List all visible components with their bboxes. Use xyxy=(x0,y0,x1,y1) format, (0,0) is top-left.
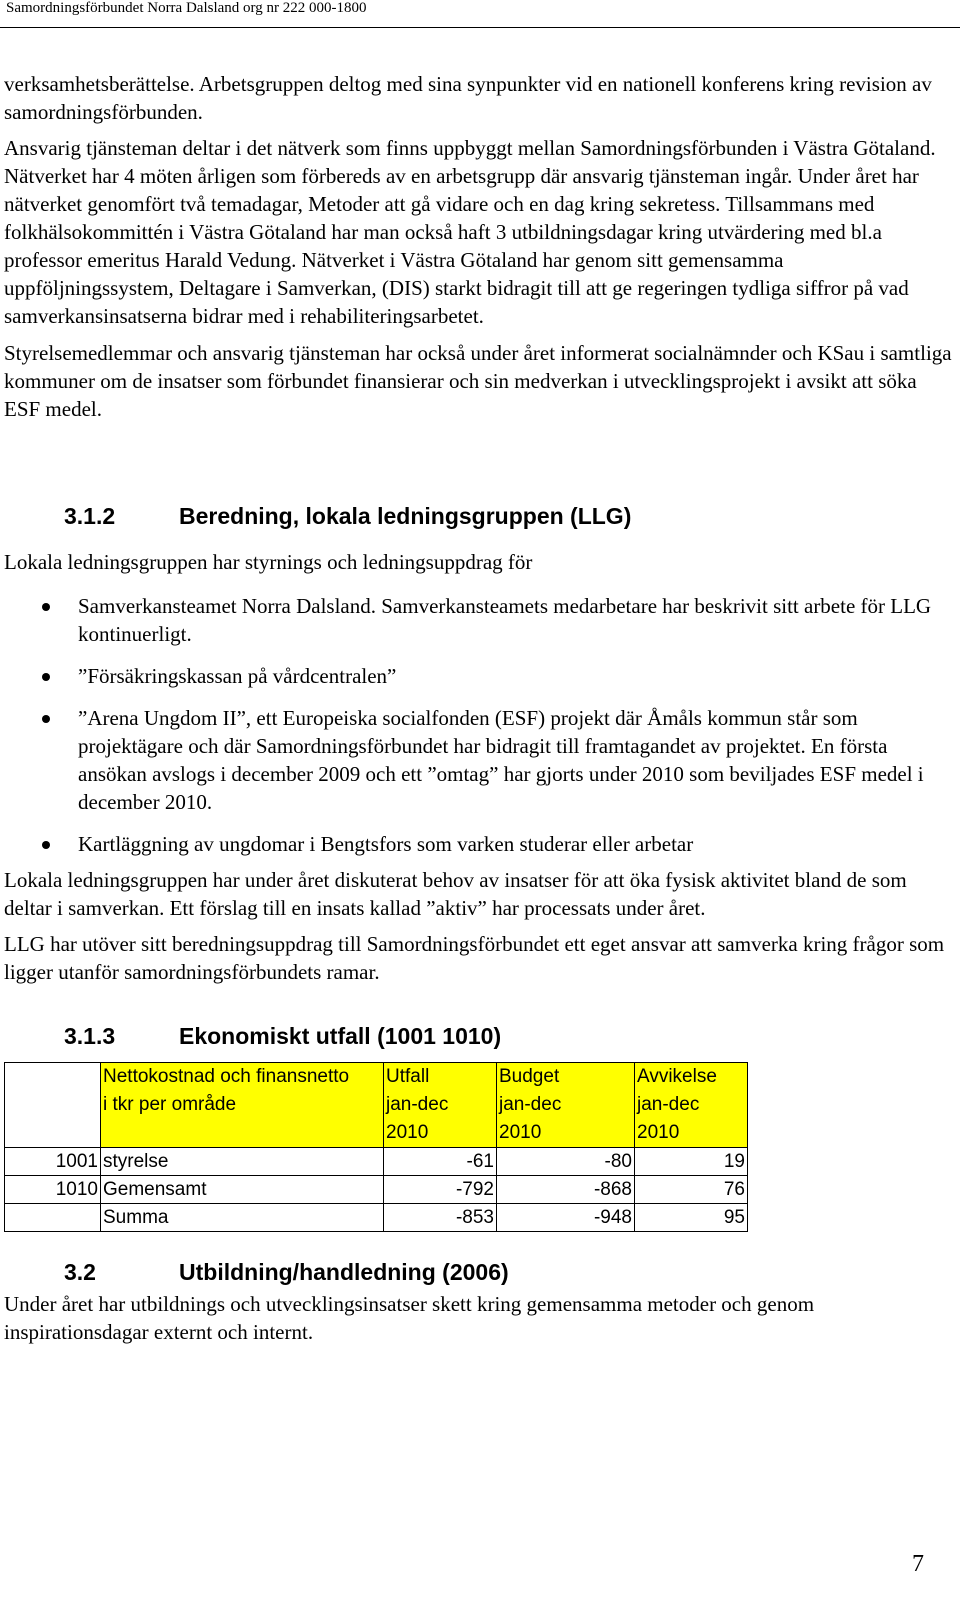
header-line: i tkr per område xyxy=(103,1094,237,1115)
bullet-icon xyxy=(42,841,50,849)
table-header-cell xyxy=(101,1063,384,1148)
list-item xyxy=(4,592,954,648)
row-code: 1001 xyxy=(5,1148,101,1176)
section-number: 3.2 xyxy=(64,1259,96,1285)
row-utfall: -792 xyxy=(384,1176,497,1204)
list-item-text: ”Arena Ungdom II”, ett Europeiska socialfonden (ESF) projekt där Åmåls kommun står som projektägare och där Samordningsförbundet har bidragit till framtagandet av projektet. En första ansökan avslogs i december 2009 och ett ”omtag” har gjorts under 2010 som beviljades ESF medel i december 2010. xyxy=(78,706,924,814)
list-item-text: Kartläggning av ungdomar i Bengtsfors som varken studerar eller arbetar xyxy=(78,832,694,856)
row-budget: -80 xyxy=(497,1148,635,1176)
row-budget: -868 xyxy=(497,1176,635,1204)
header-line xyxy=(103,1119,381,1147)
economic-outcome-table xyxy=(4,1062,748,1232)
paragraph: LLG har utöver sitt beredningsuppdrag till Samordningsförbundet ett eget ansvar att samverka kring frågor som ligger utanför samordningsförbundets ramar. xyxy=(4,932,945,984)
paragraph: Ansvarig tjänsteman deltar i det nätverk som finns uppbyggt mellan Samordningsförbunden i Västra Götaland. Nätverket har 4 möten årligen som förbereds av en arbetsgrupp där ansvarig tjänsteman ingår. Under året har nätverket genomfört två temadagar, Metoder att gå vidare och en dag kring sekretess. Tillsammans med folkhälsokommittén i Västra Götaland har man också haft 3 utbildningsdagar kring utvärdering med bl.a professor emeritus Harald Vedung. Nätverket i Västra Götaland har genom sitt gemensamma uppföljningssystem, Deltagare i Samverkan, (DIS) starkt bidragit till att ge regeringen tydliga siffror på vad samverkansinsatserna bidrar med i rehabiliteringsarbetet. xyxy=(4,136,936,328)
page-number: 7 xyxy=(912,1551,924,1577)
row-code: 1010 xyxy=(5,1176,101,1204)
header-line: 2010 xyxy=(499,1122,542,1143)
bullet-icon xyxy=(42,673,50,681)
paragraph: verksamhetsberättelse. Arbetsgruppen deltog med sina synpunkter vid en nationell konferens kring revision av samordningsförbunden. xyxy=(4,72,932,124)
table-row xyxy=(5,1148,748,1176)
bullet-list xyxy=(4,592,954,858)
header-line: Utfall xyxy=(386,1066,430,1087)
paragraph: Under året har utbildnings och utvecklingsinsatser skett kring gemensamma metoder och genom inspirationsdagar externt och internt. xyxy=(4,1292,815,1344)
row-name: styrelse xyxy=(101,1148,384,1176)
header-line: Nettokostnad och finansnetto xyxy=(103,1066,350,1087)
header-line: 2010 xyxy=(637,1122,680,1143)
table-header-cell xyxy=(497,1063,635,1148)
section-number: 3.1.2 xyxy=(64,503,116,529)
header-divider xyxy=(0,27,960,28)
row-avvikelse: 19 xyxy=(635,1148,748,1176)
table-header-cell xyxy=(5,1063,101,1148)
row-avvikelse: 95 xyxy=(635,1204,748,1232)
list-item xyxy=(4,662,954,690)
row-utfall: -853 xyxy=(384,1204,497,1232)
table-header-row xyxy=(5,1063,748,1148)
page-header: Samordningsförbundet Norra Dalsland org nr 222 000-1800 xyxy=(6,0,367,16)
header-line: 2010 xyxy=(386,1122,429,1143)
list-item xyxy=(4,830,954,858)
row-code xyxy=(5,1204,101,1232)
header-line: jan-dec xyxy=(637,1094,700,1115)
paragraph: Lokala ledningsgruppen har styrnings och ledningsuppdrag för xyxy=(4,550,533,574)
header-line: Budget xyxy=(499,1066,560,1087)
header-line: jan-dec xyxy=(499,1094,562,1115)
table-row xyxy=(5,1204,748,1232)
bullet-icon xyxy=(42,715,50,723)
table-header-cell xyxy=(635,1063,748,1148)
row-name: Gemensamt xyxy=(101,1176,384,1204)
section-heading-3-1-3 xyxy=(4,1022,954,1050)
header-line: jan-dec xyxy=(386,1094,449,1115)
list-item-text: Samverkansteamet Norra Dalsland. Samverkansteamets medarbetare har beskrivit sitt arbete för LLG kontinuerligt. xyxy=(78,594,932,646)
document-body xyxy=(4,70,954,1346)
section-title: Ekonomiskt utfall (1001 1010) xyxy=(179,1023,502,1049)
paragraph: Lokala ledningsgruppen har under året diskuterat behov av insatser för att öka fysisk aktivitet bland de som deltar i samverkan. Ett förslag till en insats kallad ”aktiv” har processats under året. xyxy=(4,868,907,920)
section-title: Utbildning/handledning (2006) xyxy=(179,1259,509,1285)
paragraph: Styrelsemedlemmar och ansvarig tjänsteman har också under året informerat socialnämnder och KSau i samtliga kommuner om de insatser som förbundet finansierar och sin medverkan i utvecklingsprojekt i avsikt att söka ESF medel. xyxy=(4,341,952,421)
list-item xyxy=(4,704,954,816)
section-number: 3.1.3 xyxy=(64,1023,116,1049)
row-name: Summa xyxy=(101,1204,384,1232)
row-budget: -948 xyxy=(497,1204,635,1232)
table-header-cell xyxy=(384,1063,497,1148)
row-utfall: -61 xyxy=(384,1148,497,1176)
section-title: Beredning, lokala ledningsgruppen (LLG) xyxy=(179,503,632,529)
row-avvikelse: 76 xyxy=(635,1176,748,1204)
bullet-icon xyxy=(42,603,50,611)
list-item-text: ”Försäkringskassan på vårdcentralen” xyxy=(78,664,397,688)
section-heading-3-1-2 xyxy=(4,502,954,530)
section-heading-3-2 xyxy=(4,1258,954,1286)
header-line: Avvikelse xyxy=(637,1066,717,1087)
table-row xyxy=(5,1176,748,1204)
